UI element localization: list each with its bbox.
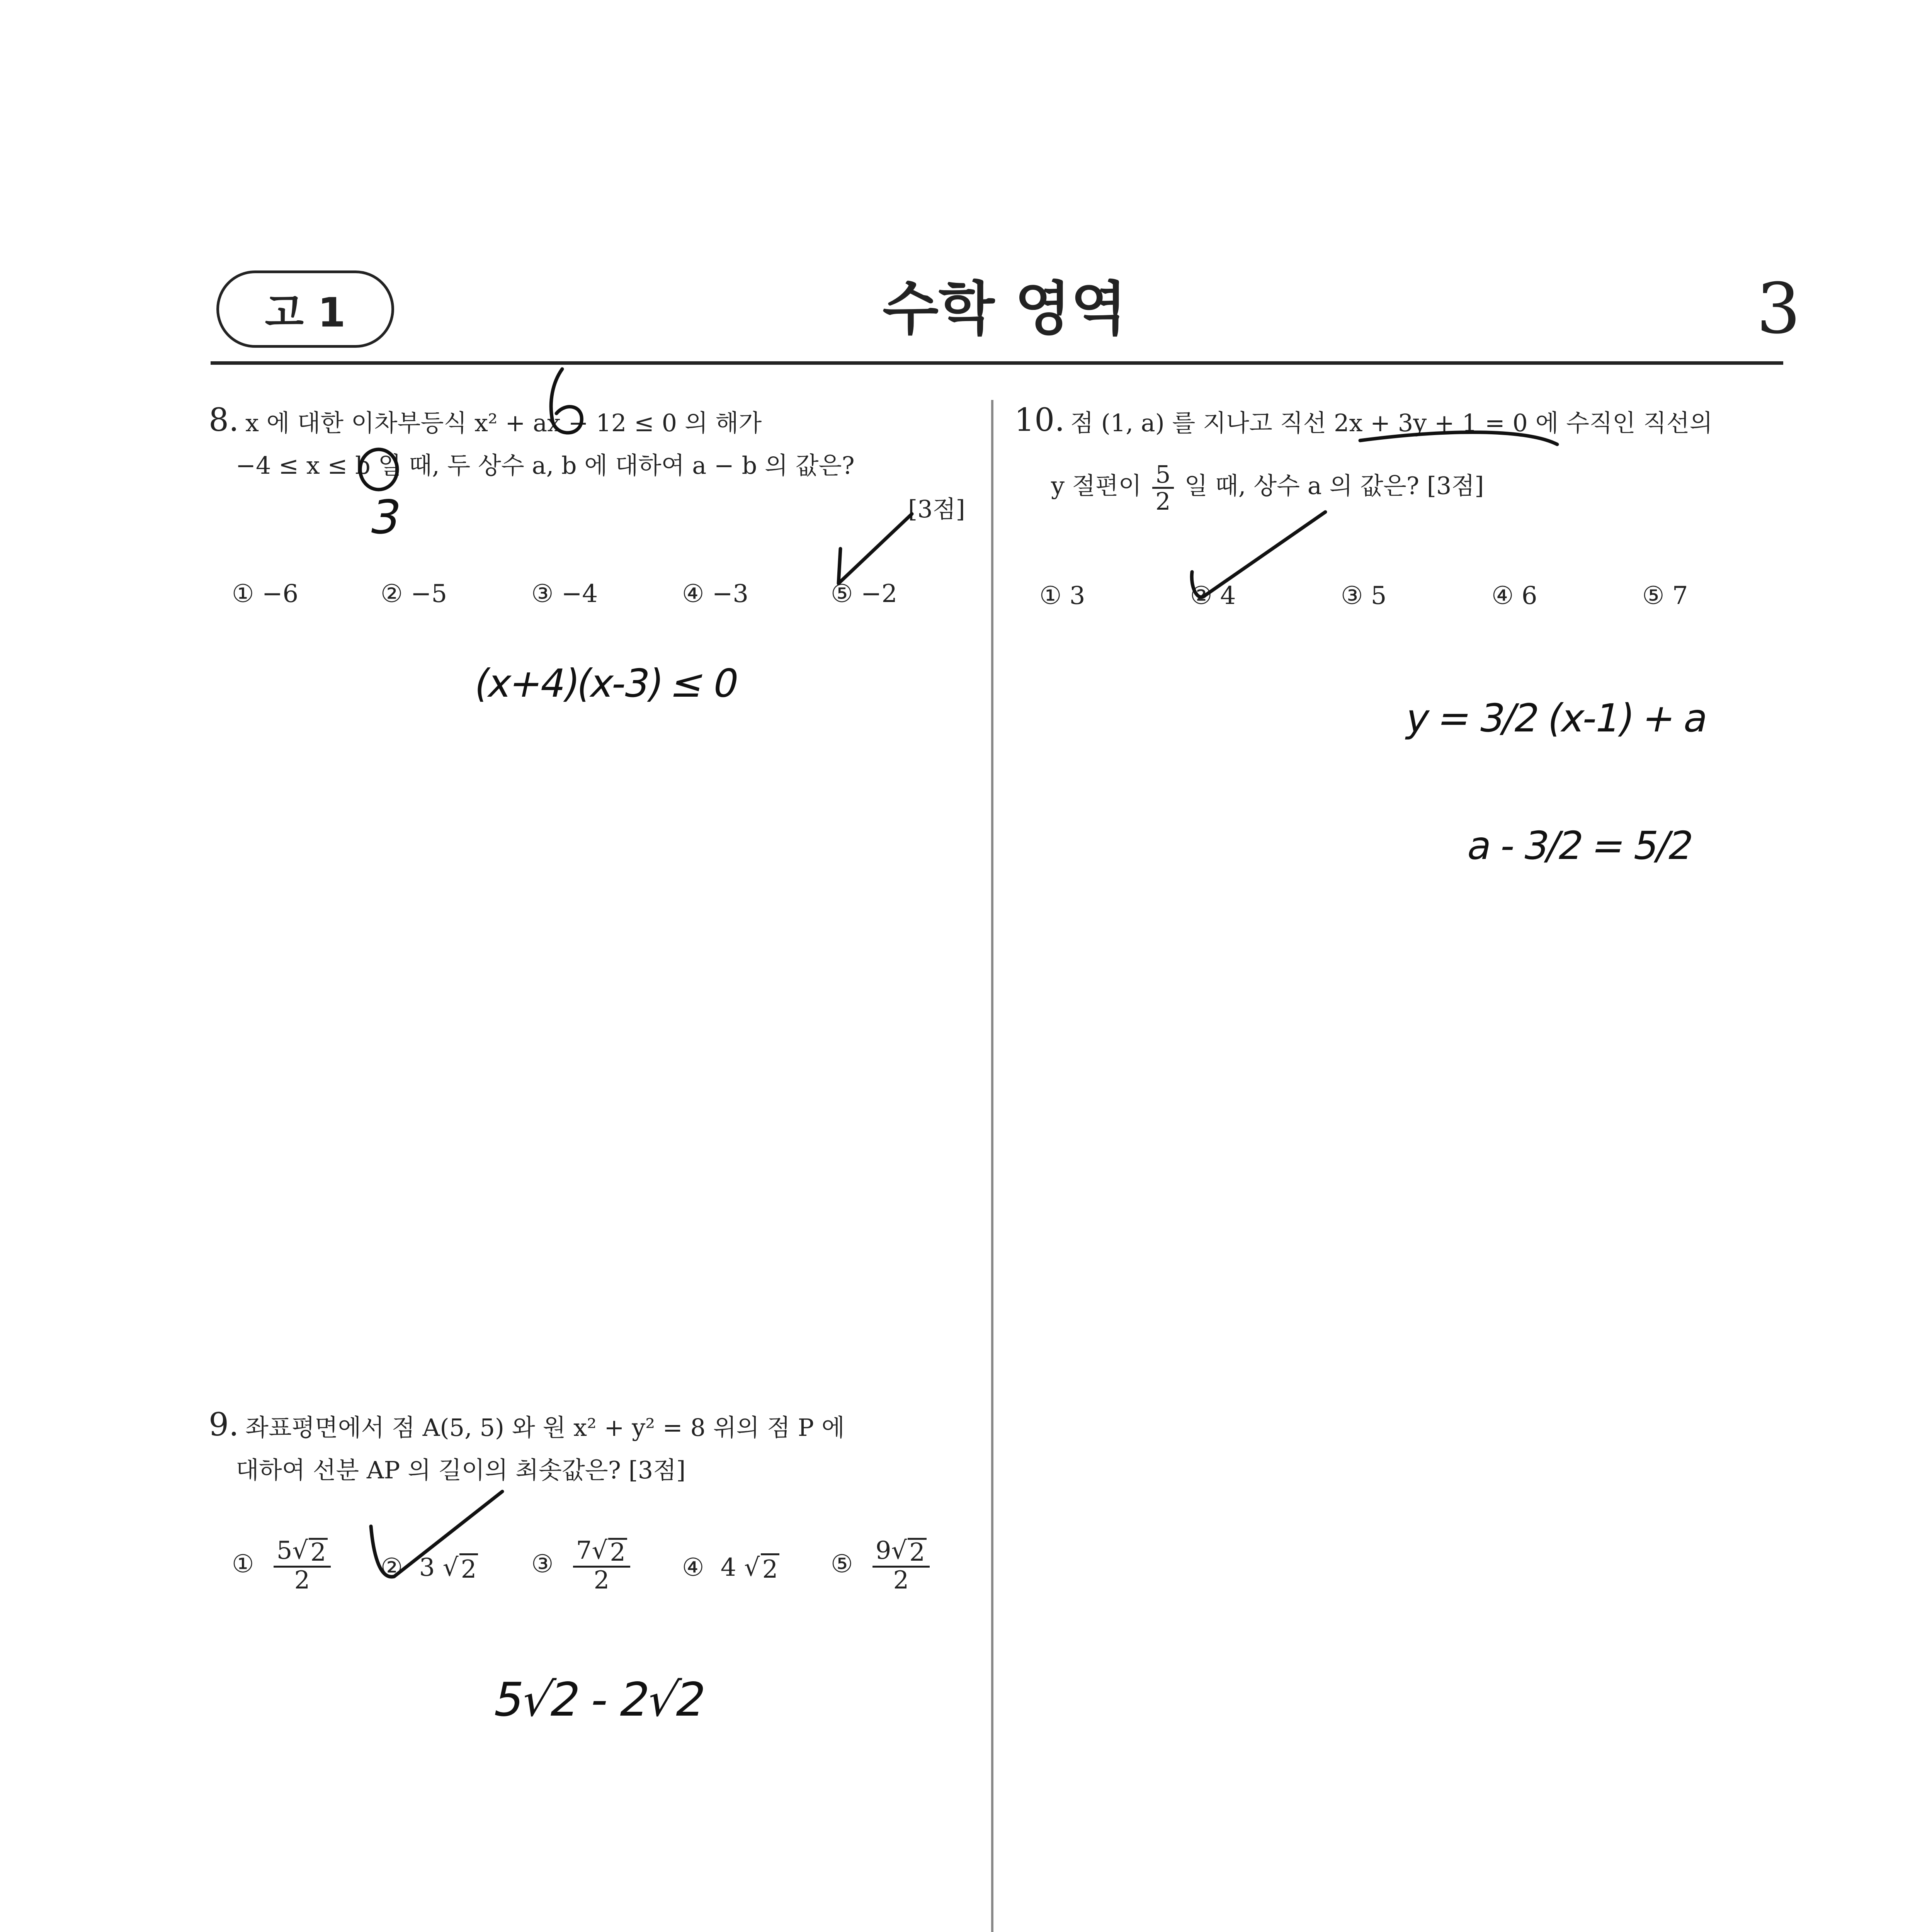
denominator: 2 [1155, 487, 1171, 516]
question-9-line-2: 대하여 선분 AP 의 길이의 최솟값은? [3점] [236, 1456, 686, 1484]
question-10-number: 10. [1014, 402, 1065, 439]
q10-text-d: 일 때, 상수 a 의 값은? [3점] [1184, 471, 1484, 500]
q10-underline-mark [1360, 432, 1557, 444]
q10-text-a: 점 (1, a) 를 지나고 직선 [1070, 409, 1334, 437]
coefficient: 7 [576, 1536, 592, 1565]
q8-choice-2[interactable]: ② −5 [381, 580, 447, 608]
q10-choice-1[interactable]: ① 3 [1039, 582, 1085, 610]
radicand: 2 [459, 1553, 478, 1584]
coefficient: 3 [419, 1553, 435, 1582]
coefficient: 4 [720, 1553, 736, 1582]
handwriting-q10-work-2: a - 3/2 = 5/2 [1463, 823, 1697, 868]
q10-check-mark [1192, 512, 1325, 597]
denominator: 2 [294, 1566, 310, 1595]
q8-choice-1[interactable]: ① −6 [232, 580, 299, 608]
q10-choice-3[interactable]: ③ 5 [1341, 582, 1387, 610]
choice-number: ④ [682, 1553, 704, 1582]
handwriting-q8-work: (x+4)(x-3) ≤ 0 [470, 661, 742, 706]
denominator: 2 [893, 1566, 909, 1595]
q10-text-c: y 절편이 [1051, 471, 1142, 500]
choice-number: ⑤ [831, 1549, 853, 1578]
radicand: 2 [608, 1538, 627, 1566]
coefficient: 5 [276, 1536, 293, 1565]
radicand: 2 [761, 1553, 780, 1584]
coefficient: 9 [875, 1536, 891, 1565]
q9-check-mark [371, 1492, 502, 1577]
q8-choice-3[interactable]: ③ −4 [531, 580, 598, 608]
q9-choice-2[interactable]: ② 3 √ 2 [381, 1553, 478, 1584]
q10-line-equation: 2x + 3y + 1 = 0 [1334, 409, 1528, 437]
question-9-number: 9. [209, 1406, 239, 1443]
denominator: 2 [594, 1566, 610, 1595]
handwriting-q8-three: 3 [365, 491, 405, 544]
question-8-number: 8. [209, 402, 239, 439]
grade-badge: 고 1 [216, 270, 394, 348]
fraction: 7√ 2 2 [573, 1538, 630, 1594]
q8-choice-5[interactable]: ⑤ −2 [831, 580, 898, 608]
question-9-line-1: 좌표평면에서 점 A(5, 5) 와 원 x² + y² = 8 위의 점 P 에 [245, 1413, 845, 1442]
choice-number: ① [232, 1549, 254, 1578]
q8-circle-mark [360, 449, 397, 490]
q8-choice-4[interactable]: ④ −3 [682, 580, 749, 608]
handwriting-q9-work: 5√2 - 2√2 [489, 1673, 710, 1727]
radicand: 2 [908, 1538, 927, 1566]
numerator: 5 [1152, 462, 1173, 489]
radicand: 2 [309, 1538, 328, 1566]
fraction: 5√ 2 2 [274, 1538, 331, 1594]
q10-choice-5[interactable]: ⑤ 7 [1642, 582, 1688, 610]
choice-number: ③ [531, 1549, 554, 1578]
page-number: 3 [1756, 269, 1801, 349]
question-8-line-2: −4 ≤ x ≤ b 일 때, 두 상수 a, b 에 대하여 a − b 의 값은? [236, 451, 855, 480]
fraction: 9√ 2 2 [872, 1538, 930, 1594]
subject-title: 수학 영역 [883, 276, 1127, 343]
q8-six-stroke [551, 369, 582, 433]
question-8-score: [3점] [908, 495, 965, 523]
q10-choice-2[interactable]: ② 4 [1190, 582, 1236, 610]
handwriting-q10-work-1: y = 3/2 (x-1) + a [1401, 696, 1712, 741]
question-8-line-1: x 에 대한 이차부등식 x² + ax − 12 ≤ 0 의 해가 [245, 409, 762, 437]
q9-choice-4[interactable]: ④ 4 √ 2 [682, 1553, 779, 1584]
q8-check-mark [838, 514, 912, 583]
q10-choice-4[interactable]: ④ 6 [1492, 582, 1537, 610]
choice-number: ② [381, 1553, 403, 1582]
q10-text-b: 에 수직인 직선의 [1527, 409, 1713, 437]
